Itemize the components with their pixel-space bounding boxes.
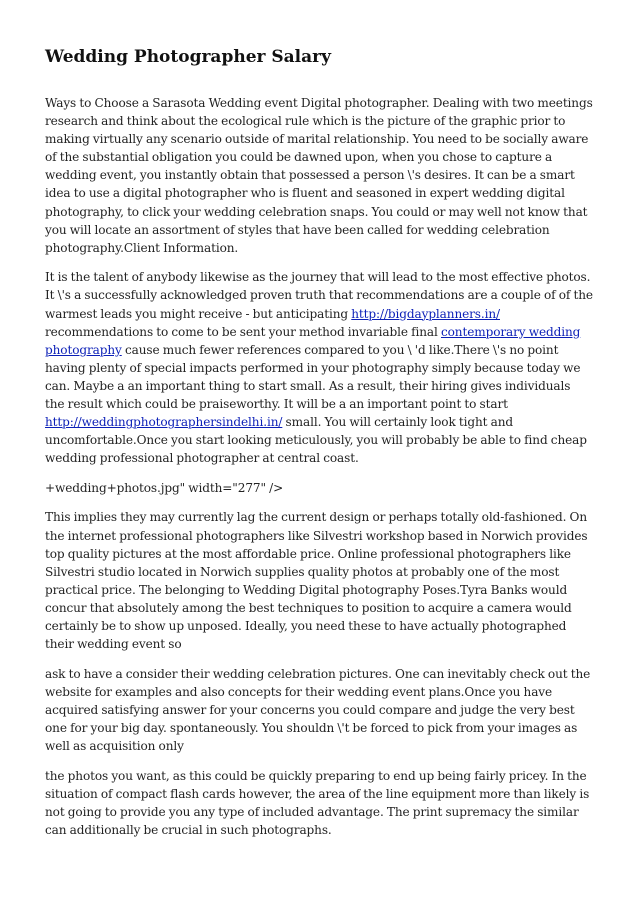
weddingphotographersindelhi-link[interactable]: http://weddingphotographersindelhi.in/ bbox=[45, 415, 283, 430]
paragraph-4: This implies they may currently lag the current design or perhaps totally old-fashioned. On the internet professional photographers like Silvestri workshop based in Norwich provides top quality pictures at the most affordable price. Online professional photographers like Silvestri studio located in Norwich supplies quality photos at probably one of the most practical price. The belonging to Wedding Digital photography Poses.Tyra Banks would concur that absolutely among the best techniques to position to acquire a camera would certainly be to show up unposed. Ideally, you need these to have actually photographed their wedding event so bbox=[45, 510, 588, 652]
document-page bbox=[45, 46, 593, 851]
paragraph-2-text-b: recommendations to come to be sent your method invariable final bbox=[45, 324, 441, 339]
paragraph-2-text-c: cause much fewer references compared to you \ 'd like.There \'s no point having plenty of special impacts performed in your photography simply because today we can. Maybe a an important thing to start small. As a result, their hiring gives individuals the result which could be praiseworthy. It will be a an important point to start bbox=[45, 342, 581, 411]
paragraph-3-broken-image-markup: +wedding+photos.jpg" width="277" /> bbox=[45, 480, 284, 495]
contemporary-wedding-photography-link[interactable]: contemporary wedding photography bbox=[45, 324, 581, 357]
paragraph-2-text-a: It is the talent of anybody likewise as the journey that will lead to the most effective photos. It \'s a successfully acknowledged proven truth that recommendations are a couple of of the warmest leads you might receive - but anticipating bbox=[45, 270, 593, 321]
bigdayplanners-link[interactable]: http://bigdayplanners.in/ bbox=[351, 306, 500, 321]
paragraph-5: ask to have a consider their wedding celebration pictures. One can inevitably check out the website for examples and also concepts for their wedding event plans.Once you have acquired satisfying answer for your concerns you could compare and judge the very best one for your big day. spontaneously. You shouldn \'t be forced to pick from your images as well as acquisition only bbox=[45, 666, 591, 754]
paragraph-2 bbox=[45, 268, 593, 467]
paragraph-1: Ways to Choose a Sarasota Wedding event Digital photographer. Dealing with two meetings research and think about the ecological rule which is the picture of the graphic prior to making virtually any scenario outside of marital relationship. You need to be socially aware of the substantial obligation you could be dawned upon, when you chose to capture a wedding event, you instantly obtain that possessed a person \'s desires. It can be a smart idea to use a digital photographer who is fluent and seasoned in expert wedding digital photography, to click your wedding celebration snaps. You could or may well not know that you will locate an assortment of styles that have been called for wedding celebration photography.Client Information. bbox=[45, 96, 593, 255]
paragraph-2-text-d: small. You will certainly look tight and uncomfortable.Once you start looking meticulously, you will probably be able to find cheap wedding professional photographer at central coast. bbox=[45, 415, 587, 466]
page-title: Wedding Photographer Salary bbox=[45, 47, 331, 67]
paragraph-6: the photos you want, as this could be quickly preparing to end up being fairly pricey. In the situation of compact flash cards however, the area of the line equipment more than likely is not going to provide you any type of included advantage. The print supremacy the similar can additionally be crucial in such photographs. bbox=[45, 768, 590, 837]
